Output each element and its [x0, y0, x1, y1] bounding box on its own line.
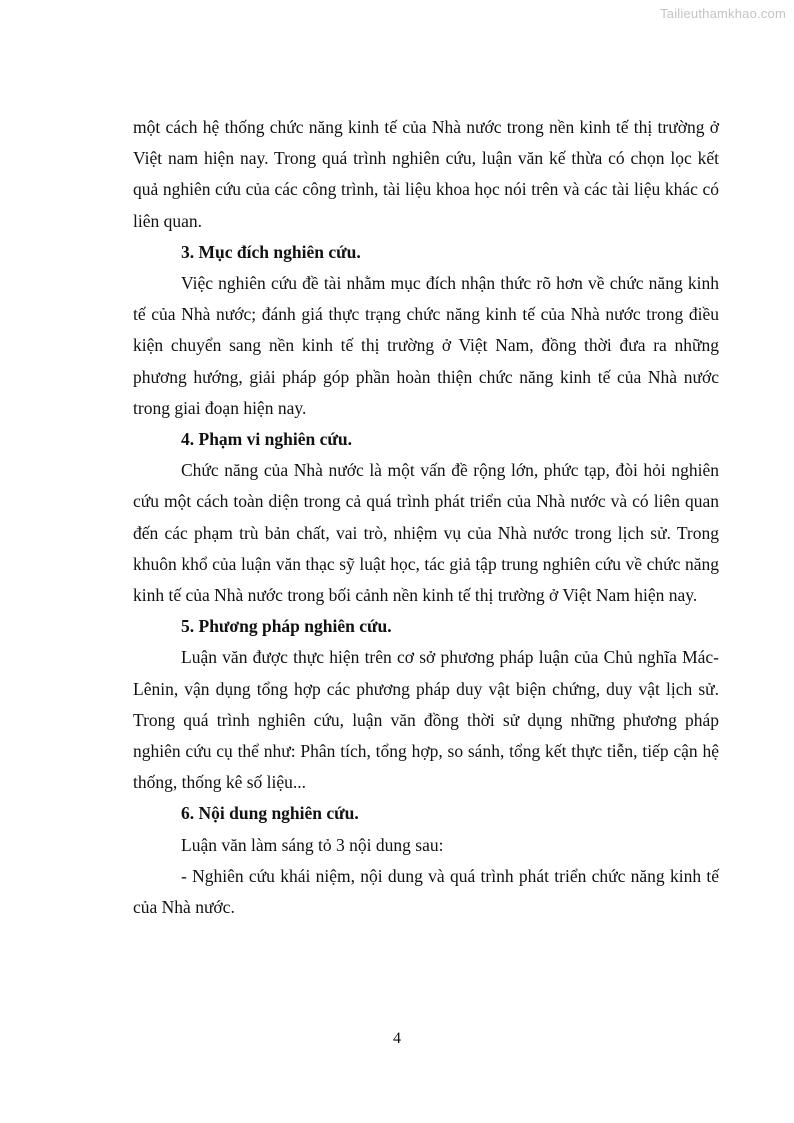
heading-research-content: 6. Nội dung nghiên cứu. [181, 803, 359, 824]
paragraph-intro-continuation: một cách hệ thống chức năng kinh tế của Nhà nước trong nền kinh tế thị trường ở Việt nam hiện nay. Trong quá trình nghiên cứu, luận văn kế thừa có chọn lọc kết quả nghiên cứu của các công trình, tài liệu khoa học nói trên và các tài liệu khác có liên quan. [133, 117, 719, 231]
paragraph-research-scope: Chức năng của Nhà nước là một vấn đề rộng lớn, phức tạp, đòi hỏi nghiên cứu một cách toàn diện trong cả quá trình phát triển của Nhà nước và có liên quan đến các phạm trù bản chất, vai trò, nhiệm vụ của Nhà nước trong lịch sử. Trong khuôn khổ của luận văn thạc sỹ luật học, tác giả tập trung nghiên cứu về chức năng kinh tế của Nhà nước trong bối cảnh nền kinh tế thị trường ở Việt Nam hiện nay. [133, 460, 719, 606]
document-body [133, 112, 719, 923]
watermark: Tailieuthamkhao.com [660, 6, 786, 21]
paragraph-research-purpose: Việc nghiên cứu đề tài nhằm mục đích nhận thức rõ hơn về chức năng kinh tế của Nhà nước; đánh giá thực trạng chức năng kinh tế của Nhà nước trong điều kiện chuyển sang nền kinh tế thị trường ở Việt Nam, đồng thời đưa ra những phương hướng, giải pháp góp phần hoàn thiện chức năng kinh tế của Nhà nước trong giai đoạn hiện nay. [133, 273, 719, 418]
paragraph-content-item-1: - Nghiên cứu khái niệm, nội dung và quá trình phát triển chức năng kinh tế của Nhà nước. [133, 865, 719, 918]
paragraph-content-intro: Luận văn làm sáng tỏ 3 nội dung sau: [181, 834, 444, 855]
paragraph-research-method: Luận văn được thực hiện trên cơ sở phương pháp luận của Chủ nghĩa Mác- Lênin, vận dụng tổng hợp các phương pháp duy vật biện chứng, duy vật lịch sử. Trong quá trình nghiên cứu, luận văn đồng thời sử dụng những phương pháp nghiên cứu cụ thể như: Phân tích, tổng hợp, so sánh, tổng kết thực tiễn, tiếp cận hệ thống, thống kê số liệu... [133, 647, 719, 793]
heading-research-purpose: 3. Mục đích nghiên cứu. [181, 241, 361, 262]
heading-research-method: 5. Phương pháp nghiên cứu. [181, 616, 392, 637]
page-number: 4 [393, 1030, 401, 1047]
heading-research-scope: 4. Phạm vi nghiên cứu. [181, 429, 352, 450]
